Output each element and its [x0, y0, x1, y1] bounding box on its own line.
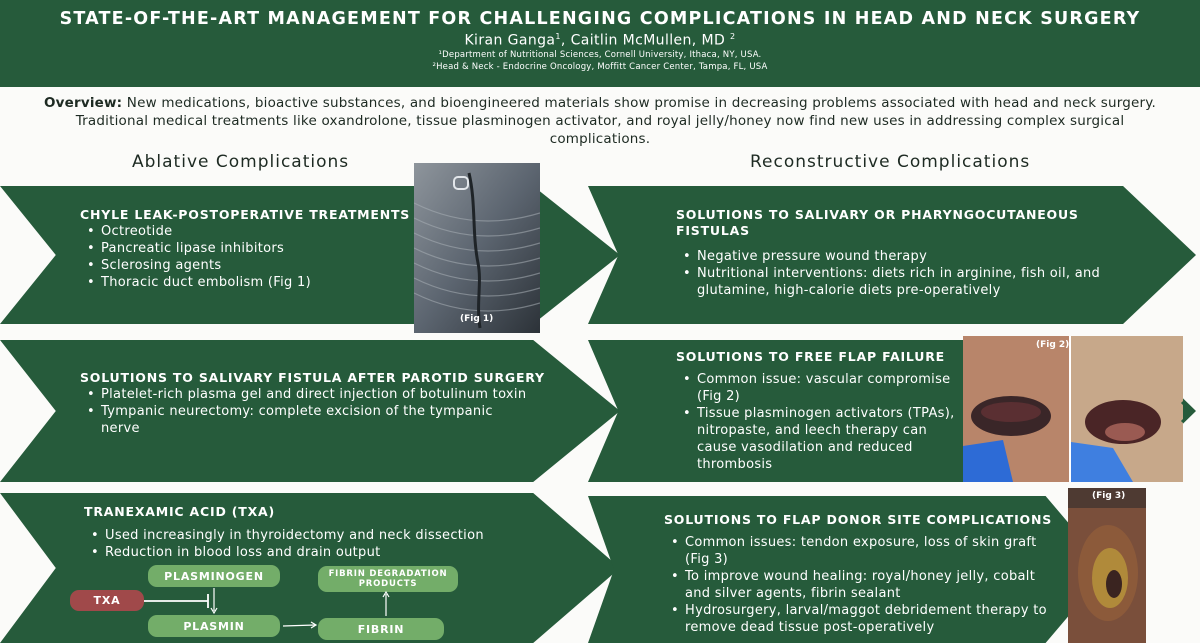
list-item: • Tissue plasminogen activators (TPAs), nitropaste, and leech therapy can cause vasodilation and reduced thrombosis: [680, 405, 962, 473]
list-item: • Sclerosing agents: [84, 257, 414, 274]
author-2-affiliation-mark: 2: [730, 32, 736, 41]
list-item: • Tympanic neurectomy: complete excision of the tympanic nerve: [84, 403, 534, 437]
panel-title-salivary-fistula: SOLUTIONS TO SALIVARY FISTULA AFTER PAROTID SURGERY: [80, 370, 545, 385]
poster-header: [0, 0, 1200, 87]
figure-3-caption: (Fig 3): [1092, 491, 1126, 501]
list-item: • Platelet-rich plasma gel and direct injection of botulinum toxin: [84, 386, 534, 403]
author-1-affiliation-mark: 1: [555, 32, 561, 41]
figure-2-caption: (Fig 2): [1036, 340, 1070, 350]
figure-2-clinical-photos: [963, 336, 1183, 482]
overview-paragraph: [40, 94, 1160, 148]
arrow-plasmin-to-fibrin: [283, 625, 315, 626]
pharyngocutaneous-list: [680, 248, 1140, 299]
pathway-arrows: [140, 585, 460, 635]
list-item: • Reduction in blood loss and drain output: [88, 544, 528, 561]
salivary-fistula-list: [84, 386, 534, 437]
left-column-title: Ablative Complications: [132, 152, 350, 172]
overview-text: New medications, bioactive substances, and bioengineered materials show promise in decreasing problems associated with head and neck surgery. Traditional medical treatments like oxandrolone, tissue plasminogen activator, and royal jelly/honey now find new uses in addressing complex surgical complications.: [75, 95, 1157, 147]
author-line: [0, 32, 1200, 49]
right-column-title: Reconstructive Complications: [750, 152, 1031, 172]
panel-title-donor-site: SOLUTIONS TO FLAP DONOR SITE COMPLICATIONS: [664, 512, 1053, 527]
figure-1-caption: (Fig 1): [460, 314, 494, 324]
pathway-node-fdp: FIBRIN DEGRADATION PRODUCTS: [318, 566, 458, 592]
pathway-node-plasmin: PLASMIN: [148, 615, 280, 637]
author-2: , Caitlin McMullen, MD: [560, 32, 726, 49]
poster-title: STATE-OF-THE-ART MANAGEMENT FOR CHALLENGING COMPLICATIONS IN HEAD AND NECK SURGERY: [59, 9, 1141, 29]
affiliation-1: ¹Department of Nutritional Sciences, Cornell University, Ithaca, NY, USA.: [438, 49, 762, 60]
panel-title-free-flap: SOLUTIONS TO FREE FLAP FAILURE: [676, 349, 945, 364]
pathway-node-fibrin: FIBRIN: [318, 618, 444, 640]
overview-label: Overview:: [43, 95, 123, 111]
affiliation-2: ²Head & Neck - Endocrine Oncology, Moffitt Cancer Center, Tampa, FL, USA: [432, 61, 768, 72]
figure-3-clinical-photo: [1068, 488, 1146, 643]
list-item: • Pancreatic lipase inhibitors: [84, 240, 414, 257]
chevron-right-icon: [1180, 400, 1194, 424]
list-item: • Negative pressure wound therapy: [680, 248, 1140, 265]
list-item: • Common issue: vascular compromise (Fig 2): [680, 371, 962, 405]
panel-title-chyle-leak: CHYLE LEAK-POSTOPERATIVE TREATMENTS: [80, 207, 411, 222]
chyle-leak-list: [84, 223, 414, 291]
list-item: • To improve wound healing: royal/honey jelly, cobalt and silver agents, fibrin sealant: [668, 568, 1058, 602]
list-item: • Hydrosurgery, larval/maggot debridement therapy to remove dead tissue post-operatively: [668, 602, 1058, 636]
author-1: Kiran Ganga: [464, 32, 556, 49]
txa-list: [88, 527, 528, 561]
panel-title-pharyngocutaneous: SOLUTIONS TO SALIVARY OR PHARYNGOCUTANEOUS FISTULAS: [676, 207, 1079, 238]
pathway-node-txa: TXA: [70, 590, 144, 611]
list-item: • Used increasingly in thyroidectomy and neck dissection: [88, 527, 528, 544]
list-item: • Nutritional interventions: diets rich in arginine, fish oil, and glutamine, high-calorie diets pre-operatively: [680, 265, 1140, 299]
panel-title-txa: TRANEXAMIC ACID (TXA): [84, 504, 276, 519]
free-flap-list: [680, 371, 962, 473]
figure-1-xray: [414, 163, 540, 333]
list-item: • Thoracic duct embolism (Fig 1): [84, 274, 414, 291]
pathway-node-plasminogen: PLASMINOGEN: [148, 565, 280, 587]
list-item: • Octreotide: [84, 223, 414, 240]
list-item: • Common issues: tendon exposure, loss of skin graft (Fig 3): [668, 534, 1058, 568]
donor-site-list: [668, 534, 1058, 636]
